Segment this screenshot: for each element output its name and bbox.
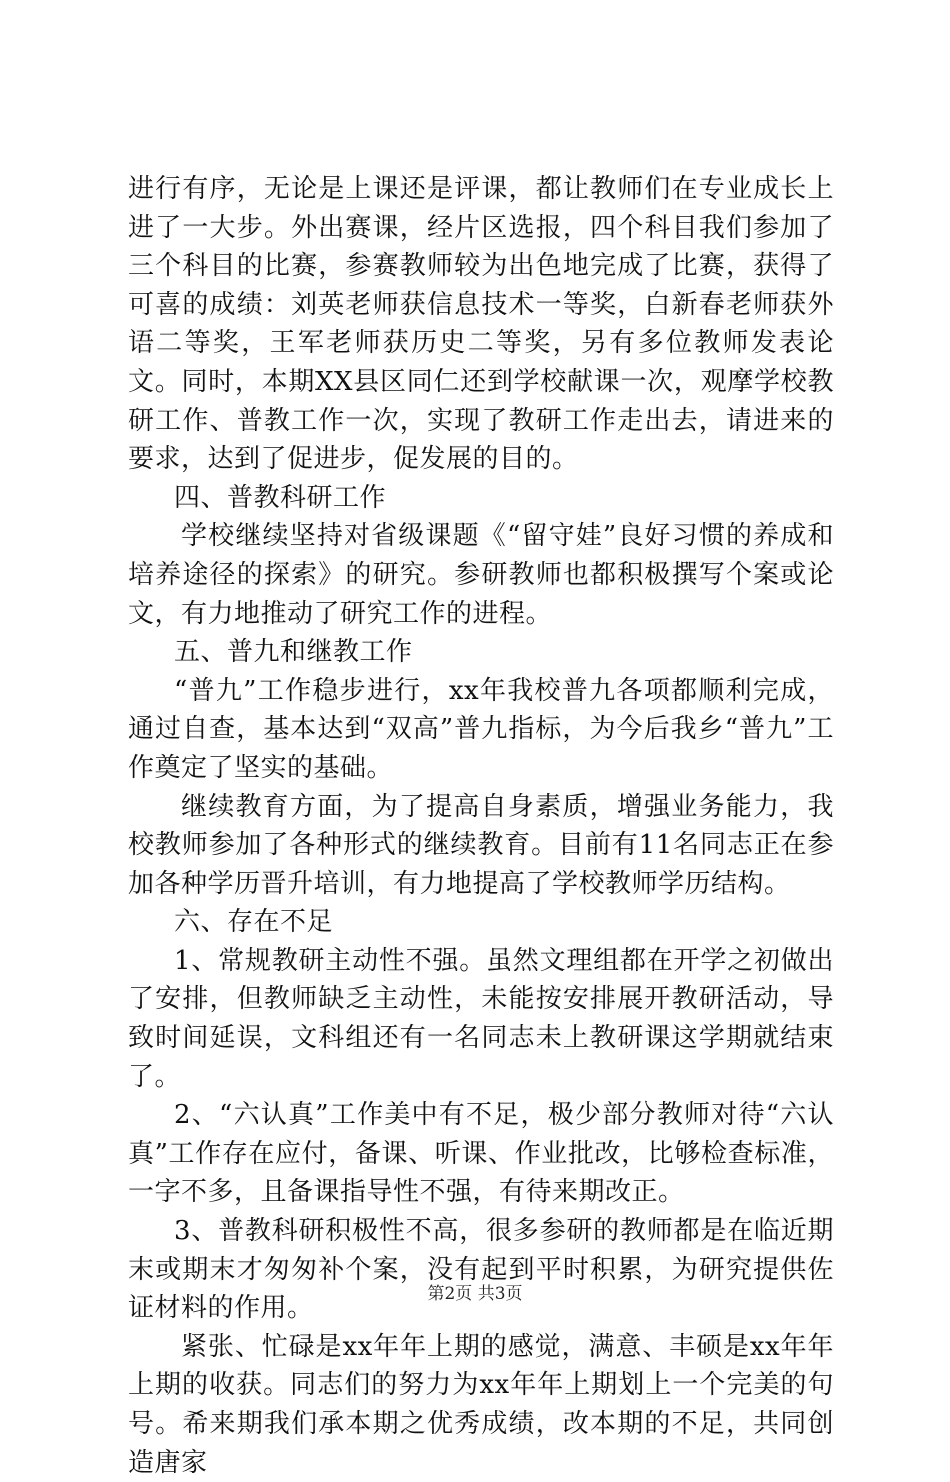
section-heading-6: 六、存在不足 (174, 907, 334, 938)
page-footer: 第2页 共3页 (427, 1284, 523, 1304)
paragraph-shortcoming-2: 2、“六认真”工作美中有不足，极少部分教师对待“六认真”工作存在应付，备课、听课、作业批改，比够检查标准，一字不多，且备课指导性不强，有待来期改正。 (128, 1100, 834, 1208)
paragraph-continuation: 进行有序，无论是上课还是评课，都让教师们在专业成长上进了一大步。外出赛课，经片区选报，四个科目我们参加了三个科目的比赛，参赛教师较为出色地完成了比赛，获得了可喜的成绩：刘英老师获信息技术一等奖，白新春老师获外语二等奖，王军老师获历史二等奖，另有多位教师发表论文。同时，本期XX县区同仁还到学校献课一次，观摩学校教研工作、普教工作一次，实现了教研工作走出去，请进来的要求，达到了促进步，促发展的目的。 (128, 174, 834, 475)
paragraph-pujiu: “普九”工作稳步进行，xx年我校普九各项都顺利完成，通过自查，基本达到“双高”普九指标，为今后我乡“普九”工作奠定了坚实的基础。 (128, 675, 834, 783)
section-heading-5: 五、普九和继教工作 (174, 637, 413, 668)
paragraph-shortcoming-1: 1、常规教研主动性不强。虽然文理组都在开学之初做出了安排，但教师缺乏主动性，未能按安排展开教研活动，导致时间延误，文科组还有一名同志未上教研课这学期就结束了。 (128, 945, 834, 1092)
paragraph-research: 学校继续坚持对省级课题《“留守娃”良好习惯的养成和培养途径的探索》的研究。参研教师也都积极撰写个案或论文，有力地推动了研究工作的进程。 (128, 521, 834, 629)
paragraph-continuing-education: 继续教育方面，为了提高自身素质，增强业务能力，我校教师参加了各种形式的继续教育。目前有11名同志正在参加各种学历晋升培训，有力地提高了学校教师学历结构。 (128, 791, 834, 899)
section-heading-4: 四、普教科研工作 (174, 482, 387, 513)
paragraph-closing: 紧张、忙碌是xx年年上期的感觉，满意、丰硕是xx年年上期的收获。同志们的努力为xx年年上期划上一个完美的句号。希来期我们承本期之优秀成绩，改本期的不足，共同创造唐家 (128, 1331, 834, 1478)
paragraph-shortcoming-3: 3、普教科研积极性不高，很多参研的教师都是在临近期末或期末才匆匆补个案，没有起到平时积累，为研究提供佐证材料的作用。 (128, 1216, 834, 1324)
